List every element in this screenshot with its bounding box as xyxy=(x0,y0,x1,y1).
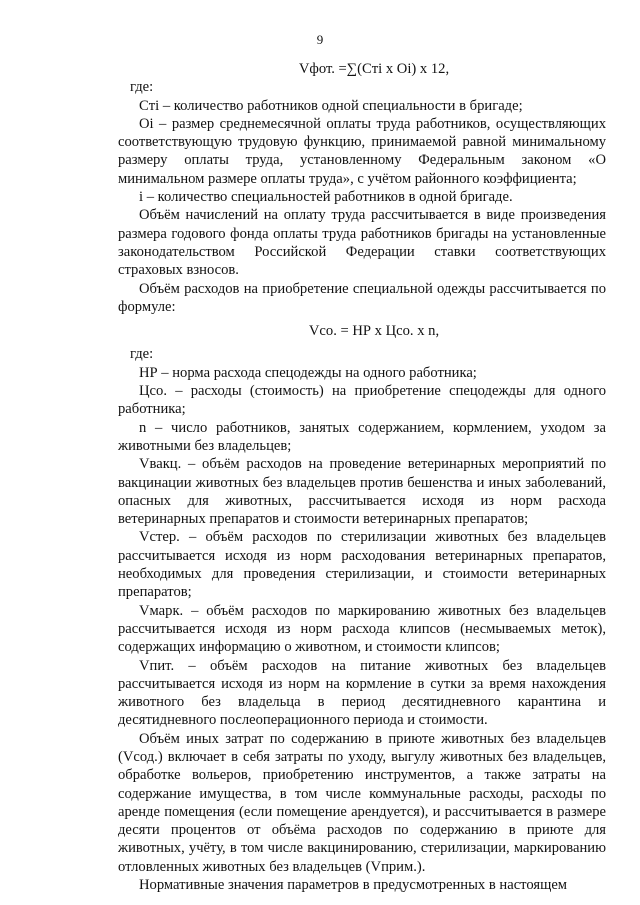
paragraph: Нормативные значения параметров в предусмотренных в настоящем xyxy=(139,877,568,894)
paragraph: n – число работников, занятых содержанием, кормлением, уходом за животными без владельцев; xyxy=(118,419,606,454)
formula: Vсо. = НР х Цсо. х n, xyxy=(308,323,440,340)
paragraph: где: xyxy=(130,346,154,363)
page-number: 9 xyxy=(316,32,324,47)
paragraph: Объём начислений на оплату труда рассчитывается в виде произведения размера годового фонда оплаты труда работников бригады на установленные законодательством Российской Федерации ставки соответствующих страховых взносов. xyxy=(118,207,606,279)
paragraph: Vстер. – объём расходов по стерилизации животных без владельцев рассчитывается исходя из норм расходования ветеринарных препаратов, необходимых для проведения стерилизации, и стоимости ветеринарных препаратов; xyxy=(118,529,606,601)
paragraph: НР – норма расхода спецодежды на одного работника; xyxy=(139,364,477,381)
paragraph: Vмарк. – объём расходов по маркированию животных без владельцев рассчитывается исходя из норм расхода клипсов (несмываемых меток), содержащих информацию о животном, и стоимости клипсов; xyxy=(118,602,606,656)
paragraph: Цсо. – расходы (стоимость) на приобретение спецодежды для одного работника; xyxy=(118,383,606,418)
paragraph: где: xyxy=(130,79,154,96)
paragraph: Vпит. – объём расходов на питание животных без владельцев рассчитывается исходя из норм на кормление в сутки за время нахождения животного без владельца в период десятидневного карантина и десятидневного послеоперационного периода и стоимости. xyxy=(118,657,606,729)
paragraph: Объём расходов на приобретение специальной одежды рассчитывается по формуле: xyxy=(118,280,606,315)
paragraph: Vвакц. – объём расходов на проведение ветеринарных мероприятий по вакцинации животных без владельцев против бешенства и иных заболеваний, опасных для животных, рассчитывается исходя из норм расхода ветеринарных препаратов и стоимости ветеринарных препаратов; xyxy=(118,456,606,528)
paragraph: Оi – размер среднемесячной оплаты труда работников, осуществляющих соответствующую трудовую функцию, принимаемой равной минимальному размеру оплаты труда, установленному Федеральным законом «О минимальном размере оплаты труда», с учётом районного коэффициента; xyxy=(118,115,606,187)
formula: Vфот. =∑(Cтi х Оi) х 12, xyxy=(298,61,450,77)
paragraph: Cтi – количество работников одной специальности в бригаде; xyxy=(139,97,523,114)
paragraph: Объём иных затрат по содержанию в приюте животных без владельцев (Vсод.) включает в себя затраты по уходу, выгулу животных без владельцев, обработке вольеров, приобретению инструментов, а также затраты на содержание имущества, в том числе коммунальные расходы, расходы по аренде помещения (если помещение арендуется), и рассчитывается в размере десяти процентов от объёма расходов по содержанию в приюте для животных, учёту, в том числе вакцинированию, стерилизации, маркированию отловленных животных без владельцев (Vприм.). xyxy=(118,730,606,875)
paragraph: i – количество специальностей работников в одной бригаде. xyxy=(139,189,513,206)
body-text xyxy=(118,60,606,894)
